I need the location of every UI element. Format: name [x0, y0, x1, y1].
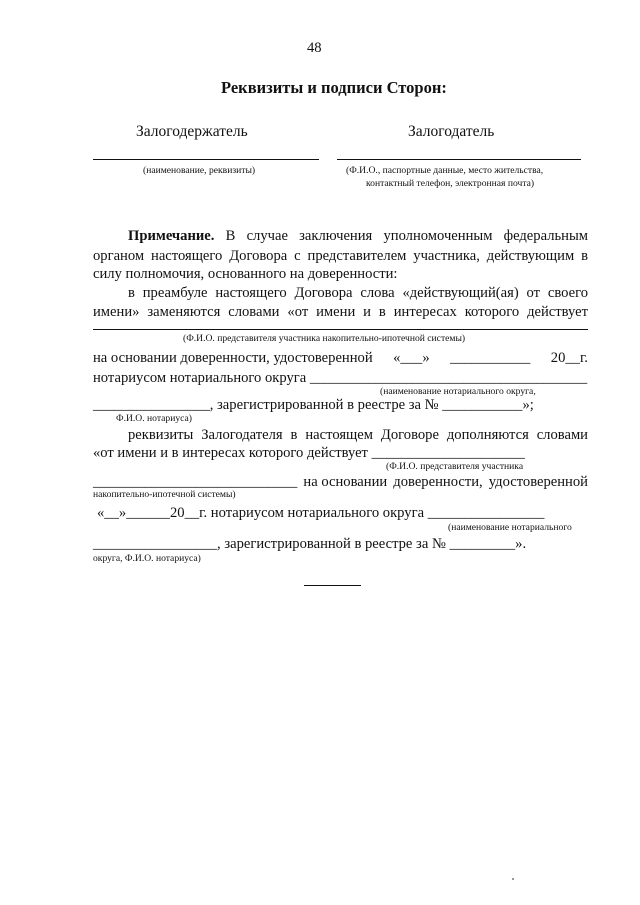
basis-text: на основании	[303, 474, 388, 490]
end-rule	[304, 585, 361, 586]
district-caption: (наименование нотариального округа,	[380, 386, 536, 397]
pledgee-caption: (наименование, реквизиты)	[143, 165, 256, 176]
pledgor-caption-2: контактный телефон, электронная почта)	[366, 178, 535, 189]
page-number: 48	[307, 40, 322, 56]
note-line-9: реквизиты Залогодателя в настоящем Договоре дополняются словами	[128, 427, 588, 443]
note-line-8: ________________, зарегистрированной в реестре за № ___________»;	[93, 397, 534, 413]
note-line-1	[128, 228, 588, 245]
note-line-2: органом настоящего Договора с представителем участника, действующим в	[93, 248, 588, 264]
note-line-3: силу полномочия, основанного на доверенности:	[93, 266, 398, 282]
rep-name-line	[93, 329, 588, 330]
district-caption-2: (наименование нотариального	[448, 522, 572, 533]
day-blank: «___»	[393, 350, 430, 366]
rep-blank: ____________________________	[93, 474, 298, 490]
note-line-7: нотариусом нотариального округа ______________________________________	[93, 370, 588, 386]
section-title: Реквизиты и подписи Сторон:	[221, 78, 447, 97]
note-label: Примечание.	[128, 228, 215, 244]
scan-speck	[512, 878, 514, 880]
attorney-text: доверенности,	[393, 474, 483, 490]
pledgee-heading: Залогодержатель	[136, 123, 248, 140]
rep-caption-2a: (Ф.И.О. представителя участника	[386, 461, 524, 472]
pledgor-signature-line	[337, 159, 581, 160]
rep-caption-2b: накопительно-ипотечной системы)	[93, 489, 236, 500]
rep-caption: (Ф.И.О. представителя участника накопительно-ипотечной системы)	[183, 333, 466, 344]
note-line-4: в преамбуле настоящего Договора слова «действующий(ая) от своего	[128, 285, 588, 301]
pledgor-caption-1: (Ф.И.О., паспортные данные, место жительства,	[346, 165, 544, 176]
month-blank: ___________	[450, 350, 531, 366]
notary-caption-2: округа, Ф.И.О. нотариуса)	[93, 553, 201, 564]
pledgor-heading: Залогодатель	[408, 123, 495, 140]
certified-text: удостоверенной	[488, 474, 588, 490]
note-line-6	[93, 350, 588, 367]
note-line-5: имени» заменяются словами «от имени и в интересах которого действует	[93, 304, 588, 320]
power-of-attorney-text: на основании доверенности, удостоверенной	[93, 350, 373, 366]
note-line-13: _________________, зарегистрированной в реестре за № _________».	[93, 536, 527, 552]
notary-caption: Ф.И.О. нотариуса)	[116, 413, 192, 424]
year-blank: 20__г.	[550, 350, 588, 366]
note-line-1-text: В случае заключения уполномоченным федеральным	[225, 228, 588, 244]
note-line-12: «__»______20__г. нотариусом нотариального округа ________________	[97, 505, 545, 521]
pledgee-signature-line	[93, 159, 319, 160]
note-line-10: «от имени и в интересах которого действует _____________________	[93, 445, 525, 461]
